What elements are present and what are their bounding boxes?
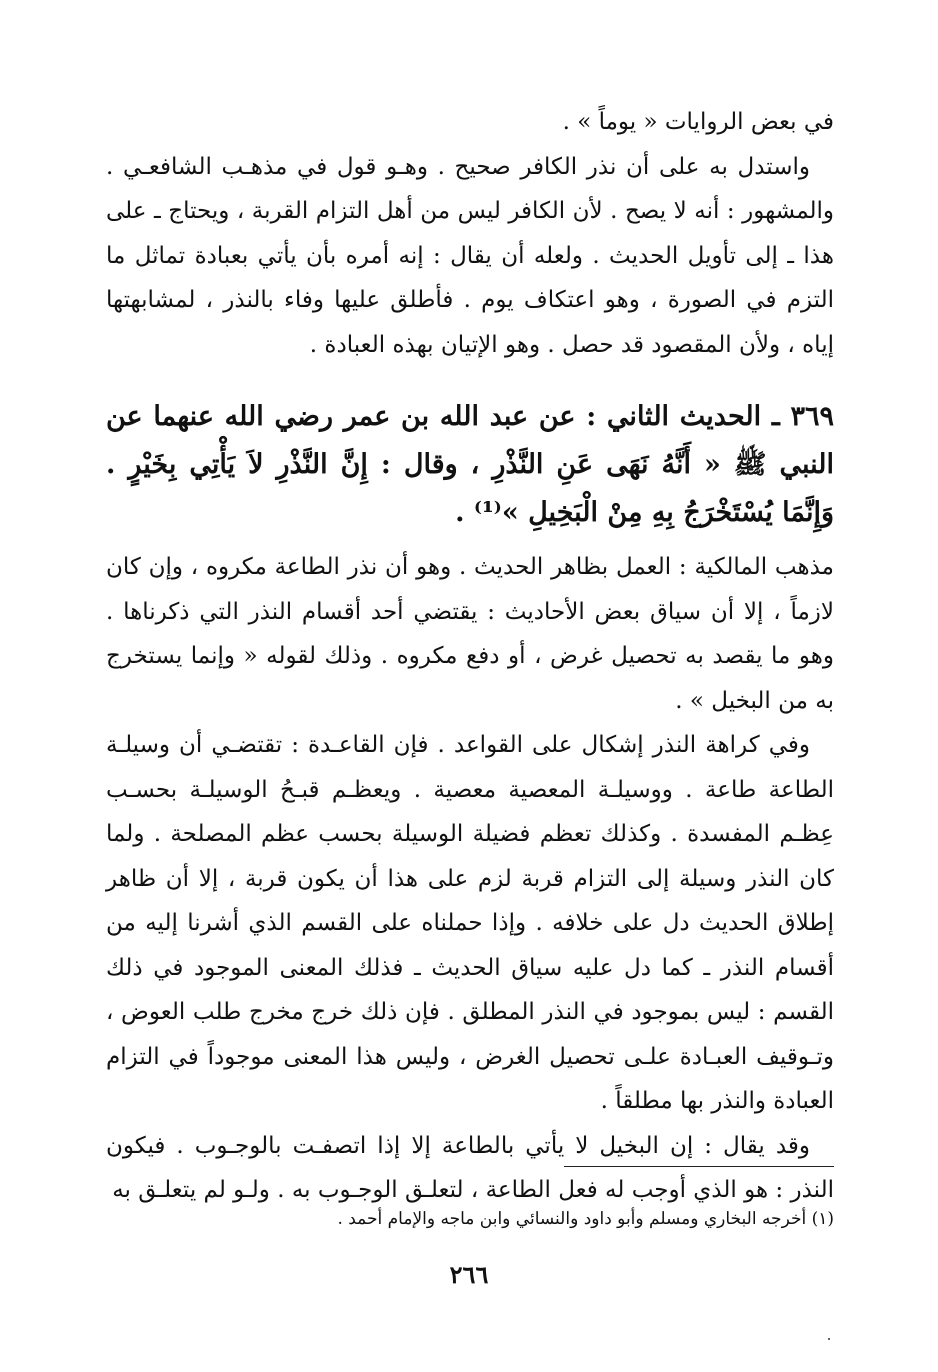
- paragraph-miser: وقد يقال : إن البخيل لا يأتي بالطاعة إلا إذا اتصفـت بالوجـوب . فيكون النذر : هو الذي أوجب له فعل الطاعة ، لتعلـق الوجـوب به . ولـو لم يتعلـق به: [106, 1132, 834, 1203]
- page-number: ٢٦٦: [449, 1260, 489, 1289]
- page-body: [106, 100, 834, 1213]
- footnote: (١) أخرجه البخاري ومسلم وأبو داود والنسائي وابن ماجه والإمام أحمد .: [337, 1209, 834, 1229]
- footnote-separator: [564, 1166, 834, 1167]
- intro-line: في بعض الروايات « يوماً » .: [562, 109, 834, 135]
- paragraph-vow-disliked: وفي كراهة النذر إشكال على القواعد . فإن القاعـدة : تقتضـي أن وسيلـة الطاعة طاعة . ووسيلـة المعصية معصية . ويعظـم قبـحُ الوسيلـة بحسـب عِظـم المفسدة . وكذلك تعظم فضيلة الوسيلة بحسب عظم المصلحة . ولما كان النذر وسيلة إلى التزام قربة لزم على هذا أن يكون قربة ، إلا أن ظاهر إطلاق الحديث دل على خلافه . وإذا حملناه على القسم الذي أشرنا إليه من أقسام النذر ـ كما دل عليه سياق الحديث ـ فذلك المعنى الموجود في ذلك القسم : ليس بموجود في النذر المطلق . فإن ذلك خرج مخرج طلب العوض ، وتـوقيف العبـادة علـى تحصيل الغرض ، وليس هذا المعنى موجوداً في التزام العبادة والنذر بها مطلقاً .: [106, 732, 834, 1114]
- scan-speck: [828, 1338, 830, 1340]
- hadith-369: ٣٦٩ ـ الحديث الثاني : عن عبد الله بن عمر رضي الله عنهما عن النبي ﷺ « أَنَّهُ نَهَى عَنِ النَّذْرِ ، وقال : إِنَّ النَّذْرِ لاَ يَأْتِي بِخَيْرٍ . وَإِنَّمَا يُسْتَخْرَجُ بِهِ مِنْ الْبَخِيلِ »⁽¹⁾ .: [106, 401, 834, 528]
- paragraph-maliki: مذهب المالكية : العمل بظاهر الحديث . وهو أن نذر الطاعة مكروه ، وإن كان لازماً ، إلا أن سياق بعض الأحاديث : يقتضي أحد أقسام النذر التي ذكرناها . وهو ما يقصد به تحصيل غرض ، أو دفع مكروه . وذلك لقوله « وإنما يستخرج به من البخيل » .: [106, 554, 834, 714]
- paragraph-kafir-vow: واستدل به على أن نذر الكافر صحيح . وهـو قول في مذهـب الشافعـي . والمشهور : أنه لا يصح . لأن الكافر ليس من أهل التزام القربة ، ويحتاج ـ على هذا ـ إلى تأويل الحديث . ولعله أن يقال : إنه أمره بأن يأتي بعبادة تماثل ما التزم في الصورة ، وهو اعتكاف يوم . فأطلق عليها وفاء بالنذر ، لمشابهتها إياه ، ولأن المقصود قد حصل . وهو الإتيان بهذه العبادة .: [106, 153, 834, 358]
